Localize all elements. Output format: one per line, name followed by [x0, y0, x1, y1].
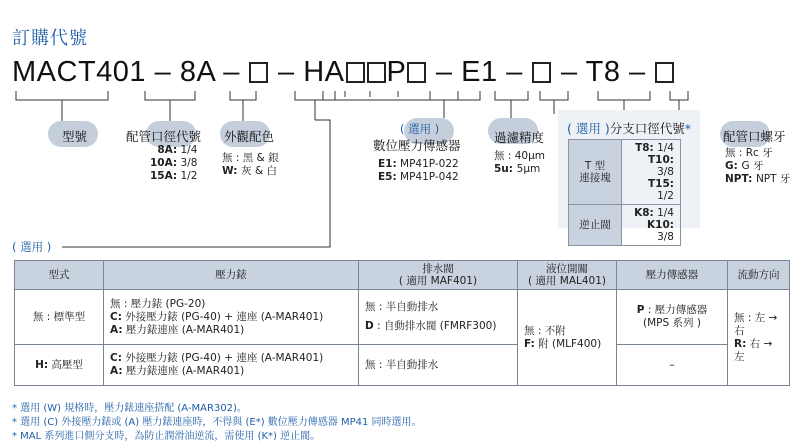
thread-code: G:	[725, 160, 742, 172]
spec-table	[14, 260, 790, 386]
gauge-text: 壓力錶連座 (A-MAR401)	[122, 365, 245, 377]
branch-group-k: 逆止閥	[569, 205, 622, 246]
gauge-code: A:	[110, 323, 123, 336]
table-header-row	[15, 261, 790, 290]
code-t8: T8	[585, 56, 621, 88]
thread-code: 無 :	[725, 147, 746, 159]
sensor-code: E1:	[378, 158, 397, 170]
branch-group-k-values	[622, 205, 681, 246]
thread-list	[725, 147, 790, 186]
filter-code: 無 :	[494, 150, 515, 162]
code-dash: –	[560, 56, 578, 88]
color-list	[222, 152, 279, 178]
color-code: W:	[222, 165, 242, 177]
code-dash: –	[506, 56, 523, 88]
branch-table	[568, 139, 681, 246]
code-dash: –	[223, 56, 240, 88]
color-code: 無 :	[222, 152, 243, 164]
branch-title-row	[567, 119, 691, 137]
th-gauge: 壓力錶	[104, 261, 359, 290]
pipe-size-list	[150, 144, 197, 183]
table-row	[15, 290, 790, 345]
pipe-size-code-10a: 10A:	[150, 157, 178, 169]
cell-sensor	[617, 290, 728, 345]
sensor-value: MP41P-022	[400, 158, 459, 170]
cell-type	[15, 345, 104, 386]
sensor-list	[378, 158, 459, 184]
code-dash: –	[435, 56, 453, 88]
table-row	[15, 345, 790, 386]
pipe-size-value: 3/8	[180, 157, 198, 169]
gauge-code: A:	[110, 365, 123, 377]
pipe-size-value: 1/2	[180, 170, 198, 182]
sensor-optional: ( 選用 )	[400, 122, 440, 136]
th-level	[518, 261, 617, 290]
flow-text: 右 → 左	[734, 337, 773, 363]
thread-title: 配管口螺牙	[723, 129, 786, 144]
sensor-value: MP41P-042	[400, 171, 459, 183]
level-text: 附 (MLF400)	[534, 337, 602, 350]
gauge-line: 無 : 壓力錶 (PG-20)	[110, 297, 206, 310]
filter-value: 5μm	[516, 163, 541, 175]
cell-type: 無 : 標準型	[15, 290, 104, 345]
sensor-code: P	[636, 304, 645, 316]
th-sensor: 壓力傳感器	[617, 261, 728, 290]
code-8a: 8A	[179, 56, 215, 88]
pipe-size-title: 配管口徑代號	[126, 129, 202, 144]
cell-drain	[359, 290, 518, 345]
branch-asterisk: *	[684, 121, 691, 136]
branch-value: 1/4	[657, 207, 674, 219]
color-title: 外觀配色	[224, 129, 275, 144]
branch-title: 分支口徑代號	[609, 121, 685, 136]
model-label: 型號	[62, 129, 88, 144]
code-dash: –	[278, 56, 295, 88]
gauge-code: C:	[110, 310, 122, 323]
branch-optional: ( 選用 )	[567, 121, 610, 136]
code-dash: –	[629, 56, 646, 88]
th-drain-line: 排水閥	[422, 263, 454, 275]
th-drain-line: ( 適用 MAF401)	[398, 275, 478, 287]
note-3: * MAL 系列進口側分支時，為防止潤滑油逆流，需使用 (K*) 逆止閥。	[12, 431, 321, 442]
note-1: * 選用 (W) 規格時，壓力錶連座搭配 (A-MAR302)。	[12, 403, 247, 414]
flow-code: R:	[734, 337, 747, 350]
filter-title: 過濾精度	[494, 130, 545, 145]
color-value: 灰 & 白	[241, 165, 277, 177]
branch-group-t-line: 連接塊	[579, 172, 611, 184]
gauge-text: 外接壓力錶 (PG-40) + 連座 (A-MAR401)	[121, 310, 324, 323]
level-code: F:	[524, 337, 535, 350]
thread-value: Rc 牙	[745, 147, 773, 159]
level-line: 無 : 不附	[524, 324, 566, 337]
cell-level	[518, 290, 617, 386]
thread-code: NPT:	[725, 173, 756, 185]
thread-value: NPT 牙	[755, 173, 791, 185]
cell-sensor: –	[617, 345, 728, 386]
pipe-size-code-15a: 15A:	[150, 170, 178, 182]
pipe-size-code-8a: 8A:	[157, 144, 178, 156]
cell-flow	[728, 290, 790, 386]
branch-code: T8:	[635, 142, 654, 154]
drain-line: 無 : 半自動排水	[365, 301, 439, 313]
branch-code: K8:	[634, 207, 654, 219]
branch-value: 3/8	[657, 166, 674, 178]
type-text: 高壓型	[48, 358, 83, 371]
page-title: 訂購代號	[12, 28, 88, 49]
branch-group-t	[569, 140, 622, 205]
note-2: * 選用 (C) 外接壓力錶或 (A) 壓力錶連座時，不得與 (E*) 數位壓力傳感器 MP41 同時選用。	[12, 417, 422, 428]
type-code: H:	[35, 358, 49, 371]
filter-code: 5u:	[494, 163, 517, 175]
sensor-title: 數位壓力傳感器	[373, 138, 461, 153]
code-ha: HA	[303, 56, 345, 88]
drain-text: : 自動排水閥 (FMRF300)	[373, 320, 497, 332]
branch-code: T15:	[648, 178, 674, 190]
pipe-size-value: 1/4	[180, 144, 198, 156]
color-value: 黑 & 銀	[242, 152, 279, 164]
th-drain	[359, 261, 518, 290]
table-optional-label: ( 選用 )	[12, 240, 52, 254]
code-base: MACT401	[12, 56, 147, 88]
cell-drain: 無 : 半自動排水	[359, 345, 518, 386]
filter-value: 40μm	[514, 150, 545, 162]
branch-group-t-line: T 型	[584, 160, 606, 172]
gauge-text: 壓力錶連座 (A-MAR401)	[122, 323, 245, 336]
gauge-text: 外接壓力錶 (PG-40) + 連座 (A-MAR401)	[121, 352, 324, 364]
th-flow: 流動方向	[728, 261, 790, 290]
branch-group-t-values	[622, 140, 681, 205]
branch-value: 1/2	[657, 190, 674, 202]
th-level-line: ( 適用 MAL401)	[527, 275, 606, 287]
gauge-code: C:	[110, 352, 122, 364]
filter-list	[494, 150, 545, 176]
branch-code: T10:	[648, 154, 674, 166]
branch-value: 3/8	[657, 231, 674, 243]
thread-value: G 牙	[741, 160, 764, 172]
sensor-text: : 壓力傳感器	[644, 304, 708, 316]
code-e1: E1	[461, 56, 498, 88]
th-type: 型式	[15, 261, 104, 290]
branch-code: K10:	[647, 219, 674, 231]
sensor-code: E5:	[378, 171, 397, 183]
branch-value: 1/4	[657, 142, 674, 154]
cell-gauge	[104, 290, 359, 345]
drain-code: D	[365, 320, 374, 332]
th-level-line: 液位開關	[546, 263, 588, 275]
code-dash: –	[154, 56, 172, 88]
flow-line: 無 : 左 → 右	[734, 311, 778, 337]
code-p: P	[386, 56, 407, 88]
sensor-line: (MPS 系列 )	[643, 317, 701, 329]
cell-gauge	[104, 345, 359, 386]
